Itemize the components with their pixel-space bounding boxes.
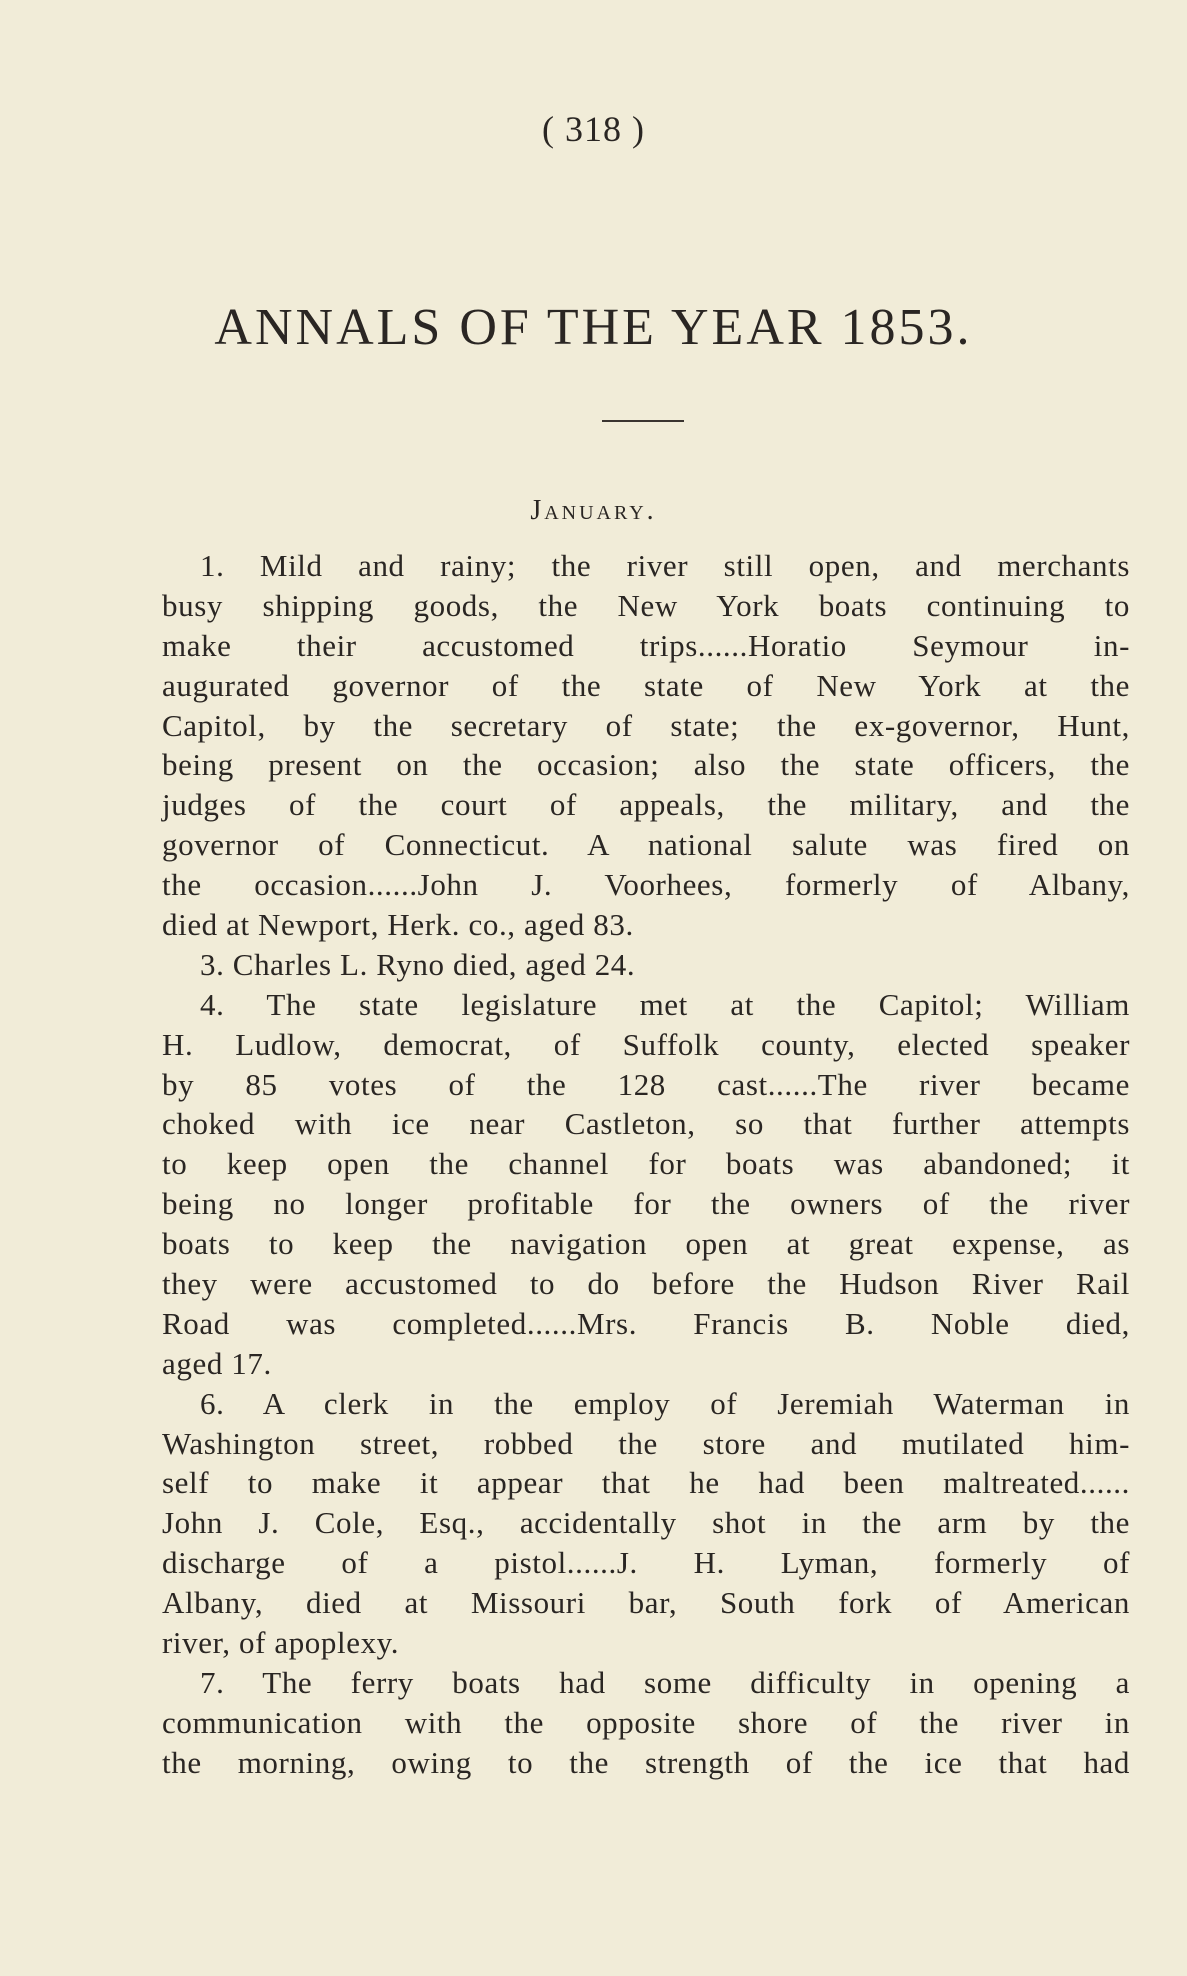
text-line: augurated governor of the state of New York at the: [162, 667, 1130, 703]
text-line: judges of the court of appeals, the military, and the: [162, 787, 1130, 823]
text-line: boats to keep the navigation open at great expense, as: [162, 1226, 1130, 1262]
text-line: 3. Charles L. Ryno died, aged 24.: [200, 946, 636, 982]
text-line: 7. The ferry boats had some difficulty in opening a: [200, 1664, 1130, 1700]
text-line: by 85 votes of the 128 cast......The river became: [162, 1066, 1130, 1102]
text-line: busy shipping goods, the New York boats continuing to: [162, 587, 1130, 623]
text-line: the morning, owing to the strength of the ice that had: [162, 1744, 1130, 1780]
text-line: the occasion......John J. Voorhees, formerly of Albany,: [162, 867, 1130, 903]
text-line: governor of Connecticut. A national salute was fired on: [162, 827, 1130, 863]
text-line: choked with ice near Castleton, so that further attempts: [162, 1106, 1130, 1142]
page-title: ANNALS OF THE YEAR 1853.: [214, 299, 973, 356]
title-divider: [602, 420, 684, 422]
text-line: Capitol, by the secretary of state; the ex-governor, Hunt,: [162, 707, 1130, 743]
text-line: H. Ludlow, democrat, of Suffolk county, elected speaker: [162, 1026, 1130, 1062]
text-line: river, of apoplexy.: [162, 1625, 400, 1661]
text-line: being present on the occasion; also the state officers, the: [162, 747, 1130, 783]
page-number: ( 318 ): [542, 109, 645, 149]
text-line: 6. A clerk in the employ of Jeremiah Waterman in: [200, 1385, 1130, 1421]
annals-text: [162, 546, 1130, 1783]
text-line: John J. Cole, Esq., accidentally shot in the arm by the: [162, 1505, 1130, 1541]
month-heading: January.: [530, 495, 657, 526]
text-line: Washington street, robbed the store and mutilated him-: [162, 1425, 1130, 1461]
text-line: 1. Mild and rainy; the river still open, and merchants: [200, 548, 1130, 583]
text-line: Road was completed......Mrs. Francis B. Noble died,: [162, 1305, 1130, 1341]
text-line: to keep open the channel for boats was abandoned; it: [162, 1146, 1130, 1182]
text-line: communication with the opposite shore of the river in: [162, 1704, 1130, 1740]
text-line: aged 17.: [162, 1345, 272, 1381]
text-line: 4. The state legislature met at the Capitol; William: [200, 986, 1130, 1022]
text-line: being no longer profitable for the owners of the river: [162, 1186, 1130, 1222]
text-line: they were accustomed to do before the Hudson River Rail: [162, 1266, 1130, 1302]
text-line: make their accustomed trips......Horatio Seymour in-: [162, 627, 1130, 663]
text-line: self to make it appear that he had been maltreated......: [162, 1465, 1130, 1501]
text-line: discharge of a pistol......J. H. Lyman, formerly of: [162, 1545, 1130, 1581]
text-line: died at Newport, Herk. co., aged 83.: [162, 907, 634, 943]
text-line: Albany, died at Missouri bar, South fork of American: [162, 1585, 1130, 1621]
